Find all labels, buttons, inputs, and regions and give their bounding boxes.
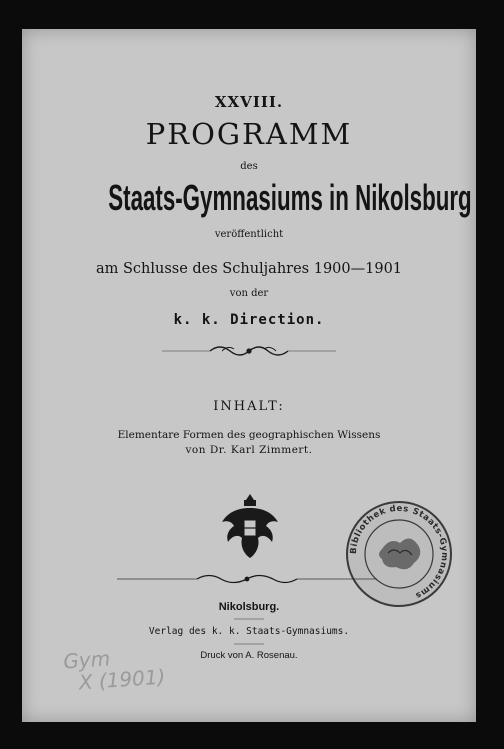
article-des: des	[240, 161, 258, 172]
handwritten-note-line-1: Gym	[62, 646, 111, 674]
document-title: PROGRAMM	[145, 117, 353, 151]
contents-heading: INHALT:	[213, 399, 285, 414]
svg-text:Bibliothek des Staats-Gymnasiu: Bibliothek des Staats-Gymnasiums	[348, 503, 450, 601]
title-page	[22, 29, 476, 722]
edition-number: XXVIII.	[214, 93, 284, 111]
library-stamp	[344, 499, 454, 609]
von-der-label: von der	[229, 288, 269, 299]
occasion-line: am Schlusse des Schuljahres 1900—1901	[95, 261, 403, 277]
double-eagle-crest-icon	[220, 492, 280, 562]
publisher-rule	[234, 642, 264, 646]
institution-name: Staats-Gymnasiums in Nikolsburg	[108, 177, 472, 218]
ornament-divider-bottom	[117, 572, 377, 586]
authority-name: k. k. Direction.	[173, 312, 325, 328]
published-label: veröffentlicht	[214, 229, 284, 240]
publisher-line: Verlag des k. k. Staats-Gymnasiums.	[148, 626, 350, 637]
contents-line-2: von Dr. Karl Zimmert.	[185, 444, 313, 456]
handwritten-note	[63, 644, 166, 695]
ornament-divider-top	[162, 342, 336, 360]
city-underline	[234, 617, 264, 621]
contents-line-1: Elementare Formen des geographischen Wissens	[117, 429, 381, 441]
handwritten-note-line-2: X (1901)	[78, 664, 167, 695]
city-name: Nikolsburg.	[218, 601, 280, 613]
printer-line: Druck von A. Rosenau.	[200, 650, 298, 661]
